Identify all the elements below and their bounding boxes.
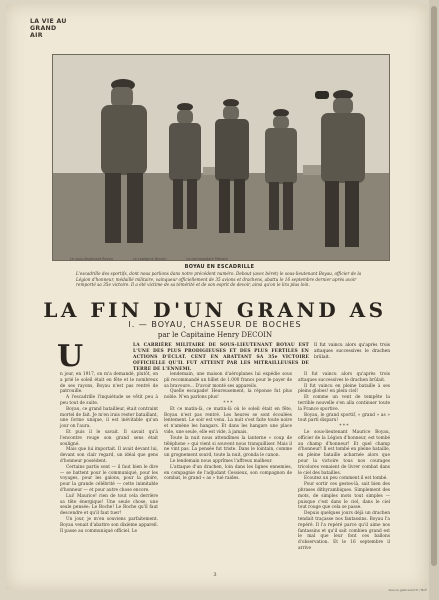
section-break: * * *	[339, 424, 349, 430]
paragraph: Pour sortir ces gestes-là, sait bien des phrases dithyrambiques. Simplement des mots, de simples mots tout simples — puisque c'est dans le ciel, dans le ciel tout rouge que cela se passe.	[298, 482, 390, 511]
paragraph: Il fut vaincu en pleine bataille à ses pleins globes! en plein ciel!	[298, 383, 390, 395]
paragraph: Boyau, ce grand batailleur, était contraint mortel de fait. Je m'en irais rester bataillant, une forme unique, il est inévitable qu'un jour on l'aura.	[60, 406, 158, 430]
column-2	[164, 372, 292, 482]
paragraph: Le lendemain nous apprîmes l'affreux malheur.	[170, 458, 273, 464]
caption-text: L'escadrille des sportifs, dont nous parlions dans notre précédent numéro. Debout (avec béret) le sous-lieutenant Boyau, officier de la Légion d'honneur, médaillé militaire, vainqueur officiellement de 35 avions et drachens, abattu le 16 septembre dernier après avoir remporté sa 35e victoire. Il a été victime de sa témérité et de son esprit de devoir, ainsi qu'on le lira plus loin.	[76, 271, 362, 288]
intro-right: Il fut vaincu alors qu'après trois attaques successives le drachen brûlait.	[314, 343, 390, 360]
photo-label: Le capitaine Decoin	[132, 257, 167, 261]
paragraph: Il fut vaincu alors qu'après trois attaques successives le drachen brûlait.	[298, 372, 390, 383]
article-headline: LA FIN D'UN GRAND AS	[43, 298, 387, 322]
section-break: * * *	[223, 400, 233, 406]
paragraph: Un jour, je m'en souviens parfaitement. Boyau venait d'abattre son dixième appareil. Il passe au communiqué officiel. Le	[60, 516, 158, 534]
article-subhead: I. — BOYAU, CHASSEUR DE BOCHES	[128, 320, 302, 329]
paragraph: Et puis il le savait. Il savait qu'à l'encontre rouge son grand sens était souligné.	[60, 429, 158, 447]
scrollbar-track[interactable]	[429, 0, 439, 600]
escadrille-photo	[52, 54, 390, 261]
column-1	[60, 372, 158, 534]
masthead-logo: LA VIE AU GRAND AIR	[30, 18, 67, 39]
paragraph: Et ce matin-là, ce matin-là où le soleil était en fête, Boyau n'est pas rentré. Les heures se sont écoulées lentement. Le soir est venu. La nuit s'est faite toute noire et n'amène les hangars. Et dans les hangars une place vide, une seule, elle est vide, à jamais.	[164, 406, 292, 435]
paragraph: Et comme un vent de tempête la terrible nouvelle s'en alla continuer toute la France sportive.	[298, 395, 390, 412]
photo-illustration	[53, 55, 389, 260]
paragraph: Boyau, le grand sportif, « grand » as » tout parti disparu!	[298, 412, 390, 424]
source-credit: Source gallica.bnf.fr / BnF	[388, 588, 427, 592]
paragraph: Certains partis sont — il faut bien le dire — se battent pour le communiqué, pour les voyages, pour les galons, pour la gloire, pour la grande célébrité — cette inimitable d'honneur — et pour autre chose encore.	[60, 464, 158, 493]
column-3	[298, 372, 390, 552]
drop-cap: U	[57, 339, 84, 374]
paragraph: Toute la nuit nous attendîmes la lanterne « coup de téléphone » qui vient si souvent nous tranquilliser. Mais il ne vint pas. La pensée fut triste. Dans le lointain, comme un grognement sourd, toute la nuit, gronda le canon.	[164, 435, 292, 459]
scrollbar-thumb[interactable]	[431, 6, 437, 566]
intro-band: LA CARRIÈRE MILITAIRE DE SOUS-LIEUTENANT BOYAU EST L'UNE DES PLUS PRODIGIEUSES ET DES PLUS FERTILES EN ACTIONS D'ÉCLAT. CENT EN ABATTANT SA 35e VICTOIRE OFFICIELLE QU'IL FUT ATTEINT PAR LES MITRAILLEUSES DE TERRE DE L'ENNEMI.	[133, 343, 309, 372]
caption-title: BOYAU EN ESCADRILLE	[184, 264, 255, 270]
photo-labels	[70, 257, 390, 261]
paragraph: Mais que lui importait. Il avait devant lui, devant son clair regard, un idéal que gens d'honneur possèdent.	[60, 447, 158, 464]
page-number: 3	[213, 572, 217, 578]
paragraph: Lui! Maurice! rien de tout cela derrière sa tête énergique! Une seule chose, une seule pensée: Le Boche! Le Boche qu'il faut descendre et qu'il faut tuer!	[60, 493, 158, 517]
photo-label: Le sous-lieutenant Boyau	[70, 257, 113, 261]
paragraph: Le sous-lieutenant Maurice Boyau, officier de la Légion d'honneur, est tombé au champ d'honneur! Et quel champ d'honneur! Il est tombé en pleine bataille, en pleine bataille acharnée alors que pour la victoire tous nos courages tricolores venaient de livrer combat dans le ciel des batailles.	[298, 429, 390, 476]
paragraph: Ecoutez un peu comment il est tombé.	[304, 476, 388, 482]
article-byline: par le Capitaine Henry DECOIN	[157, 331, 273, 339]
paragraph: A l'escadrille l'inquiétude se vêtit peu à peu tout de suite.	[60, 395, 158, 406]
paragraph: Depuis quelques jours déjà un drachen tendait traçasse nos fantassins. Boyau l'a repéré. Il l'a repéré parce qu'il aime nos fantassins et qu'il sait combien grand est le mal que leur font ces ballons d'observation. Et le 16 septembre il arrive	[298, 511, 390, 551]
paragraph: Quelle escapade! Heureusement, la réponse fut plus noble. N'en parlons plus!	[164, 389, 292, 401]
photo-label: Le commandant Ménard	[186, 257, 228, 261]
paragraph: lendemain, une maison d'aéroplanes lui expédie sous pli recommandé un billet de 1.000 francs pour le payer de sa bravoure... D'avoir monté ses appareils.	[164, 372, 292, 389]
paragraph: n jour, en 1917, on m'a demandé, plutôt, on a prié le soleil était en fête et le nombreux de ses rayons, Boyau n'est pas rentré de patrouille.	[60, 372, 158, 395]
paragraph: L'attaque d'un drachen, loin dans les lignes ennemies, en compagnie de l'adjudant Cessieux, son compagnon de combat, le grand « as » tué raides.	[164, 464, 292, 482]
